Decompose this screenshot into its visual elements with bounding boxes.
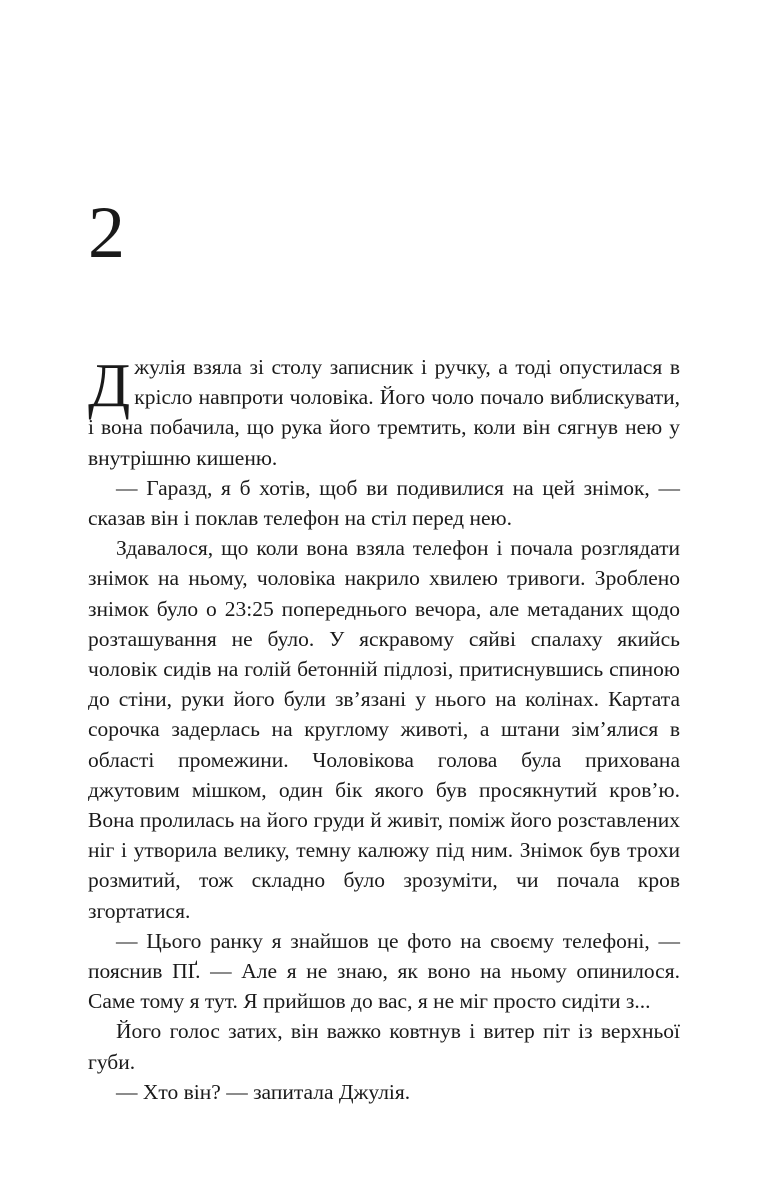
paragraph-6: — Хто він? — запитала Джулія. xyxy=(116,1079,411,1104)
paragraph-4: — Цього ранку я знайшов це фото на своєму телефоні, — пояснив ПҐ. — Але я не знаю, як воно на ньому опинилося. Саме тому я тут. Я прийшов до вас, я не міг просто сидіти з... xyxy=(88,928,680,1014)
paragraph-text: жулія взяла зі столу записник і ручку, а тоді опустилася в крісло навпроти чоловіка. Його чоло почало виблискувати, і вона побачила, що рука його тремтить, коли він сягнув нею у внутрішню кишеню. xyxy=(88,355,680,470)
chapter-number: 2 xyxy=(88,192,125,274)
drop-cap: Д xyxy=(88,352,131,420)
paragraph-5: Його голос затих, він важко ковтнув і витер піт із верхньої губи. xyxy=(88,1019,680,1074)
paragraph-2: — Гаразд, я б хотів, щоб ви подивилися на цей знімок, — сказав він і поклав телефон на стіл перед нею. xyxy=(88,475,680,531)
chapter-text xyxy=(88,352,680,1107)
paragraph-3: Здавалося, що коли вона взяла телефон і почала розглядати знімок на ньому, чоловіка накрило хвилею тривоги. Зроблено знімок було о 23:25 попереднього вечора, але метаданих щодо розташування не було. У яскравому сяйві спалаху якийсь чоловік сидів на голій бетонній підлозі, притиснувшись спиною до стіни, руки його були зв’язані у нього на колінах. Картата сорочка задерлась на круглому животі, а штани зім’ялися в області промежини. Чоловікова голова була прихована джутовим мішком, один бік якого був просякнутий кров’ю. Вона пролилась на його груди й живіт, поміж його розставлених ніг і утворила велику, темну калюжу під ним. Знімок був трохи розмитий, тож складно було зрозуміти, чи почала кров згортатися. xyxy=(88,536,680,923)
paragraph-1 xyxy=(88,352,680,473)
